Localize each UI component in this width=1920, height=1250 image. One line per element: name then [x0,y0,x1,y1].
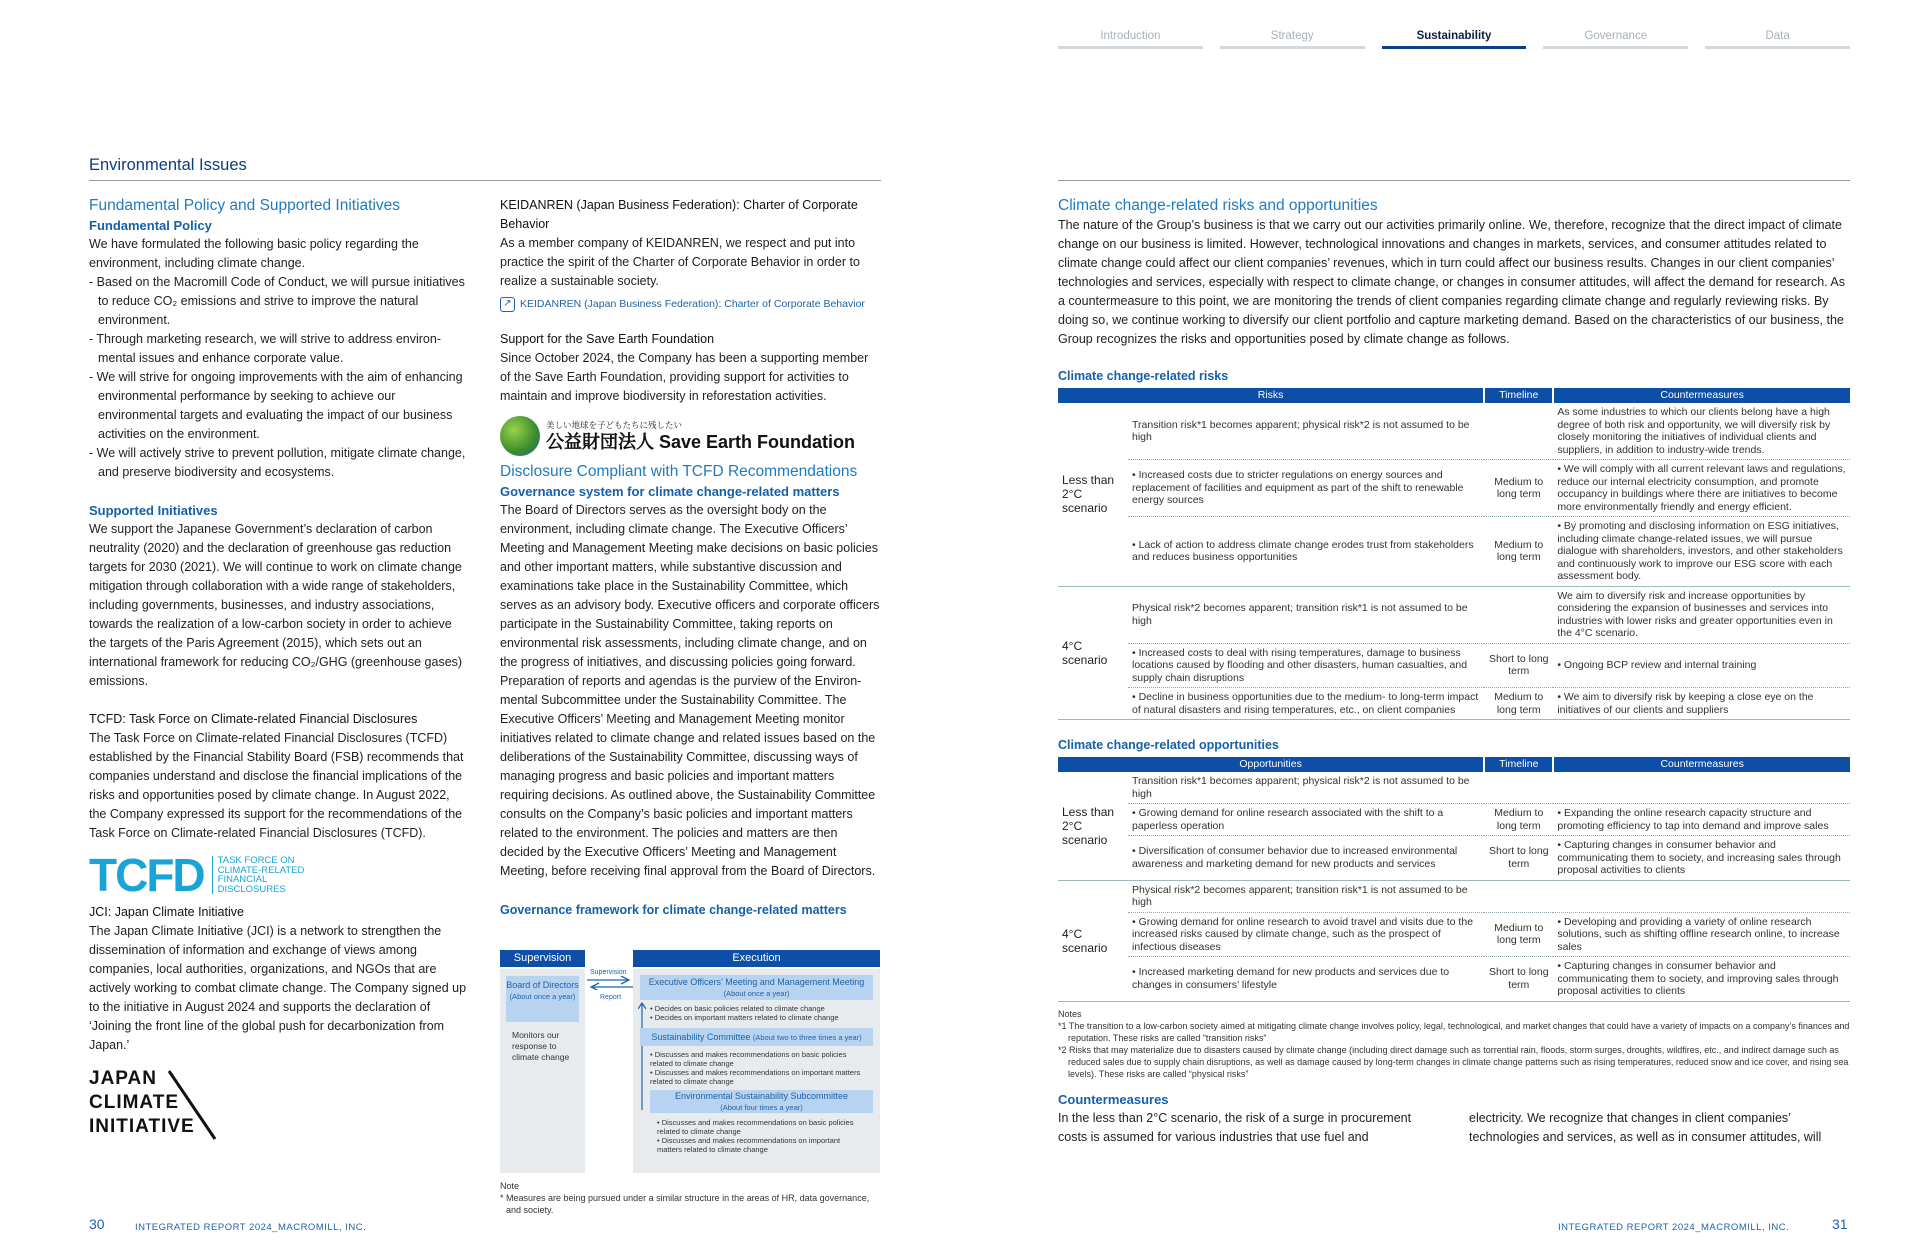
table-row [1058,836,1850,881]
sustainability-bullet: • Discusses and makes recommendations on basic policies related to climate change [650,1050,847,1068]
tcfd-text: The Task Force on Climate-related Financial Disclosures (TCFD) established by the Financial Stability Board (FSB) recommends that companies understand and disclose the financial implications of the risks and opportunities posed by climate change. In August 2022, the Company expressed its support for the recommendations of the Task Force on Climate-related Financial Disclosures (TCFD). [89,731,464,840]
opportunity-cell: • Diversification of consumer behavior due to increased environmental awareness and marketing demand for new products and services [1128,836,1484,881]
env-subcommittee-label: Environmental Sustainability Subcommittee [674,1091,849,1101]
framework-heading: Governance framework for climate change-related matters [500,903,847,917]
opportunity-cell: • Growing demand for online research to avoid travel and visits due to the increased risks caused by climate change, such as the prospect of infectious diseases [1128,912,1484,957]
timeline-cell: Medium to long term [1484,912,1553,957]
risk-cell: • Decline in business opportunities due to the medium- to long-term impact of natural disasters and rising temperatures, etc., on client companies [1128,688,1484,720]
countermeasures-col-header: Countermeasures [1553,388,1850,403]
tcfd-heading: TCFD: Task Force on Climate-related Financial Disclosures [89,712,418,726]
table-row [1058,517,1850,587]
tcfd-logo-text: TASK FORCE ON CLIMATE-RELATED FINANCIAL DISCLOSURES [212,856,307,894]
jci-heading: JCI: Japan Climate Initiative [89,905,244,919]
note-2: *2 Risks that may materialize due to disasters caused by climate change (including direct damage such as torrential rain, floods, storm surges, droughts, wildfires, etc., and indirect damage such as reduced sales due to supply chain disruptions, as well as damage caused by long-term changes in climate change patterns such as rising temperatures, reduced snow and ice cover, and rising sea levels). These risks are called “physical risks” [1058,1044,1849,1079]
policy-bullet: - We will strive for ongoing improvements with the aim of enhancing environmental performance by seeking to achieve our environmental targets and evaluating the impact of our business activities on the environment. [89,370,463,441]
middle-column [500,196,882,920]
diagram-note-text: * Measures are being pursued under a similar structure in the areas of HR, data governance, and society. [500,1193,870,1215]
table-row [1058,880,1850,912]
keidanren-heading: KEIDANREN (Japan Business Federation): Charter of Corporate Behavior [500,198,858,231]
table-row [1058,912,1850,957]
scenario-label: 4°C scenario [1058,586,1128,720]
countermeasure-cell [1553,772,1850,804]
countermeasure-cell: • Capturing changes in consumer behavior and communicating them to society, and improving sales through proposal activities to clients [1553,957,1850,1002]
table-row [1058,957,1850,1002]
tcfd-logo-mark: TCFD [89,849,204,901]
tcfd-logo [89,849,467,901]
policy-bullet: - Based on the Macromill Code of Conduct, we will pursue initiatives to reduce CO₂ emissions and strive to improve the natural environment. [89,275,465,327]
supervision-header: Supervision [500,950,585,967]
countermeasure-cell: We aim to diversify risk and increase opportunities by considering the expansion of businesses and services into industries with lower risks and greater opportunities even in the 4°C scenario. [1553,586,1850,643]
page-number-left: 30 [89,1216,105,1232]
note-1: *1 The transition to a low-carbon society aimed at mitigating climate change involves policy, legal, technological, and market changes that could have a variety of impacts on a company’s finances and reputation. These risks are called “transition risks” [1058,1020,1850,1043]
scenario-label: Less than 2°C scenario [1058,403,1128,586]
opportunities-heading: Climate change-related opportunities [1058,738,1279,752]
risk-cell: • Increased costs to deal with rising temperatures, damage to business locations caused by flooding and other disasters, human casualties, and supply chain disruptions [1128,643,1484,688]
timeline-cell: Medium to long term [1484,688,1553,720]
countermeasure-cell [1553,880,1850,912]
env-subcommittee-bullets [657,1118,867,1154]
exec-meeting-label: Executive Officers’ Meeting and Management Meeting [648,977,865,987]
scenario-label: 4°C scenario [1058,880,1128,1001]
sustainability-committee-label: Sustainability Committee [651,1032,751,1042]
table-row [1058,586,1850,643]
jci-logo-line: CLIMATE [89,1092,180,1113]
right-column [1058,196,1850,1147]
nav-data[interactable]: Data [1705,29,1850,49]
timeline-col-header: Timeline [1484,388,1553,403]
env-subcommittee-box [650,1090,873,1113]
risk-cell: • Lack of action to address climate change erodes trust from stakeholders and reduces business opportunities [1128,517,1484,587]
keidanren-text: As a member company of KEIDANREN, we respect and put into practice the spirit of the Charter of Corporate Behavior in order to realize a sustainable society. [500,236,860,288]
risks-col-header: Risks [1058,388,1484,403]
table-row [1058,460,1850,517]
governance-diagram [500,950,880,1173]
policy-bullet: - We will actively strive to prevent pollution, mitigate climate change, and preserve biodiversity and ecosystems. [89,446,466,479]
countermeasure-cell: • Ongoing BCP review and internal training [1553,643,1850,688]
timeline-cell: Short to long term [1484,957,1553,1002]
governance-text: The Board of Directors serves as the oversight body on the environment, including climate change. The Executive Officers’ Meeting and Management Meeting make decisions on basic policies and other important matters, while substantive discussion and examinations take place in the Sustainability Committee, which serves as an advisory body. Executive officers and corporate officers participate in the Sustainability Committee, taking reports on environmental risk assessments, including climate change, and on the progress of initiatives, and discussing policies going forward. Preparation of reports and agendas is the purview of the Environ-mental Subcommittee under the Sustainability Committee. The Executive Officers’ Meeting and Management Meeting monitor initiatives related to climate change and related issues based on the deliberations of the Sustainability Committee, discussing ways of managing progress and basic policies and important matters requiring decisions. As outlined above, the Sustainability Committee consults on the Company’s basic policies and important matters related to the environment. The policies and matters are then decided by the Executive Officers’ Meeting and Management Meeting, before receiving final approval from the Board of Directors. [500,503,880,878]
table-row [1058,688,1850,720]
timeline-cell [1484,880,1553,912]
governance-heading: Governance system for climate change-related matters [500,484,840,499]
risk-cell: Transition risk*1 becomes apparent; physical risk*2 is not assumed to be high [1128,403,1484,460]
nav-strategy[interactable]: Strategy [1220,29,1365,49]
footer-text-left: INTEGRATED REPORT 2024_MACROMILL, INC. [135,1222,367,1233]
risks-heading: Climate change-related risks [1058,369,1229,383]
countermeasure-cell: • Developing and providing a variety of online research solutions, such as shifting offline research online, to increase sales [1553,912,1850,957]
countermeasure-cell: • By promoting and disclosing information on ESG initiatives, including climate change-related issues, we will pursue dialogue with shareholders, investors, and other stakeholders and continuously work to improve our ESG score with each assessment body. [1553,517,1850,587]
footer-text-right: INTEGRATED REPORT 2024_MACROMILL, INC. [1558,1222,1790,1233]
sustainability-bullet: • Discusses and makes recommendations on important matters related to climate change [650,1068,861,1086]
sef-logo-name: 公益財団法人 Save Earth Foundation [546,431,856,452]
jci-slash-icon [167,1069,219,1141]
countermeasure-cell: • Expanding the online research capacity structure and promoting efficiency to tap into demand and improve sales [1553,804,1850,836]
timeline-cell [1484,403,1553,460]
table-row [1058,772,1850,804]
countermeasure-cell: • Capturing changes in consumer behavior and communicating them to society, and increasing sales through proposal activities to clients [1553,836,1850,881]
opportunity-cell: • Increased marketing demand for new products and services due to changes in consumers’ lifestyle [1128,957,1484,1002]
page-number-right: 31 [1832,1216,1848,1232]
supported-initiatives-heading: Supported Initiatives [89,503,218,518]
opportunities-table [1058,757,1850,1002]
timeline-cell [1484,586,1553,643]
notes-label: Notes [1058,1008,1082,1019]
timeline-col-header: Timeline [1484,757,1553,772]
notes-block [1058,1008,1850,1080]
timeline-cell: Medium to long term [1484,460,1553,517]
climate-text: The nature of the Group’s business is that we carry out our activities primarily online. We, therefore, recognize that the direct impact of climate change on our business is limited. However, technological innovations and changes in markets, services, and consumer attitudes related to climate change could affect our client companies’ revenues, which in turn could affect our business results. Changes in our client companies’ technologies and services, especially with respect to climate change, or changes in consumer attitudes, will affect the demand for research. As a countermeasure to this point, we are monitoring the trends of client companies regarding climate change and regularly reviewing risks. By doing so, we continue working to diversify our client portfolio and capture marketing demand. Based on the characteristics of our business, the Group recognizes the risks and opportunities posed by climate change as follows. [1058,218,1845,346]
env-subcommittee-frequency: (About four times a year) [720,1103,803,1112]
flow-arrow-icon [638,1002,646,1112]
keidanren-link-label[interactable]: KEIDANREN (Japan Business Federation): Charter of Corporate Behavior [520,298,865,310]
monitors-text: Monitors our response to climate change [512,1030,570,1062]
fundamental-heading: Fundamental Policy and Supported Initiatives [89,197,401,214]
env-subcommittee-bullet: • Discusses and makes recommendations on important matters related to climate change [657,1136,841,1154]
timeline-cell: Medium to long term [1484,804,1553,836]
table-row [1058,804,1850,836]
env-subcommittee-bullet: • Discusses and makes recommendations on basic policies related to climate change [657,1118,854,1136]
countermeasure-cell: As some industries to which our clients belong have a high degree of both risk and opportunity, we will diversify risk by closely monitoring the initiatives of individual clients and suppliers, in addition to industry-wide trends. [1553,403,1850,460]
countermeasures-text-col2: electricity. We recognize that changes in client companies’ technologies and services, as well as in consumer attitudes, will [1469,1110,1822,1144]
opportunity-cell: Transition risk*1 becomes apparent; physical risk*2 is not assumed to be high [1128,772,1484,804]
sustainability-bullets [650,1050,865,1086]
opportunity-cell: Physical risk*2 becomes apparent; transition risk*1 is not assumed to be high [1128,880,1484,912]
jci-logo-line: INITIATIVE [89,1116,195,1137]
page-title: Environmental Issues [89,156,247,174]
jci-logo [89,1067,467,1137]
exec-bullet: • Decides on important matters related to climate change [650,1013,839,1022]
sustainability-committee-frequency: (About two to three times a year) [752,1033,862,1042]
opportunity-cell: • Growing demand for online research associated with the shift to a paperless operation [1128,804,1484,836]
policy-bullet: - Through marketing research, we will strive to address environ-mental issues and enhance corporate value. [89,332,441,365]
supported-initiatives-text: We support the Japanese Government’s declaration of carbon neutrality (2020) and the declaration of greenhouse gas reduction targets for 2030 (2021). We will continue to work on climate change mitigation through collaboration with a wide range of stakeholders, including governments, businesses, and industry associations, towards the realization of a low-carbon society in order to achieve the targets of the Paris Agreement (2015), which sets out an international framework for reducing CO₂/GHG (greenhouse gases) emissions. [89,522,463,688]
fundamental-policy-heading: Fundamental Policy [89,218,212,233]
timeline-cell [1484,772,1553,804]
section-nav [1058,29,1850,49]
risk-cell: • Increased costs due to stricter regulations on energy sources and replacement of facilities and equipment as part of the shift to renewable energy sources [1128,460,1484,517]
opportunities-col-header: Opportunities [1058,757,1484,772]
climate-heading: Climate change-related risks and opportunities [1058,197,1378,214]
globe-icon [500,416,540,456]
sef-heading: Support for the Save Earth Foundation [500,332,715,346]
fundamental-intro: We have formulated the following basic policy regarding the environment, including climate change. [89,237,419,270]
arrow-right-icon [587,976,633,990]
countermeasures-text-col1: In the less than 2°C scenario, the risk of a surge in procurement costs is assumed for various industries that use fuel and [1058,1110,1412,1144]
jci-text: The Japan Climate Initiative (JCI) is a network to strengthen the dissemination of information and exchange of views among companies, local authorities, organizations, and NGOs that are actively working to combat climate change. The Company signed up to the initiative in August 2024 and supports the declaration of ‘Joining the front line of the global push for decarbonization from Japan.’ [89,924,467,1052]
timeline-cell: Short to long term [1484,643,1553,688]
table-row [1058,643,1850,688]
keidanren-link[interactable] [500,295,882,314]
exec-meeting-box [640,975,873,1000]
left-column [89,196,467,1137]
sef-logo-tagline: 美しい地球を子どもたちに残したい [546,419,683,430]
scenario-label: Less than 2°C scenario [1058,772,1128,880]
board-label: Board of Directors [506,980,579,990]
risks-table [1058,388,1850,720]
tcfd-disclosure-heading: Disclosure Compliant with TCFD Recommendations [500,463,858,480]
arrow-supervision-label: Supervision [590,969,627,976]
save-earth-logo [500,416,882,456]
nav-sustainability[interactable]: Sustainability [1382,29,1527,49]
exec-meeting-frequency: (About once a year) [723,989,790,998]
sef-text: Since October 2024, the Company has been a supporting member of the Save Earth Foundation, providing support for activities to maintain and improve biodiversity in reforestation activities. [500,351,869,403]
nav-governance[interactable]: Governance [1543,29,1688,49]
sustainability-committee-box [640,1028,873,1046]
table-row [1058,403,1850,460]
timeline-cell: Short to long term [1484,836,1553,881]
arrow-report-label: Report [600,994,622,1001]
board-frequency: (About once a year) [509,992,576,1001]
risk-cell: Physical risk*2 becomes apparent; transition risk*1 is not assumed to be high [1128,586,1484,643]
countermeasures-col-header: Countermeasures [1553,757,1850,772]
title-divider [89,180,881,181]
countermeasures-heading: Countermeasures [1058,1091,1169,1107]
timeline-cell: Medium to long term [1484,517,1553,587]
countermeasure-cell: • We will comply with all current relevant laws and regulations, reduce our internal electricity consumption, and promote occupancy in buildings where there are initiatives to become more environmentally friendly and energy efficient. [1553,460,1850,517]
jci-logo-line: JAPAN [89,1068,157,1089]
exec-bullets [650,1004,870,1022]
diagram-note-label: Note [500,1181,520,1191]
diagram-note [500,1180,880,1216]
board-box [506,976,579,1022]
exec-bullet: • Decides on basic policies related to climate change [650,1004,825,1013]
external-link-icon: ↗ [500,297,515,312]
execution-header: Execution [633,950,880,967]
title-divider-right [1058,180,1850,181]
countermeasure-cell: • We aim to diversify risk by keeping a close eye on the initiatives of our clients and suppliers [1553,688,1850,720]
nav-introduction[interactable]: Introduction [1058,29,1203,49]
